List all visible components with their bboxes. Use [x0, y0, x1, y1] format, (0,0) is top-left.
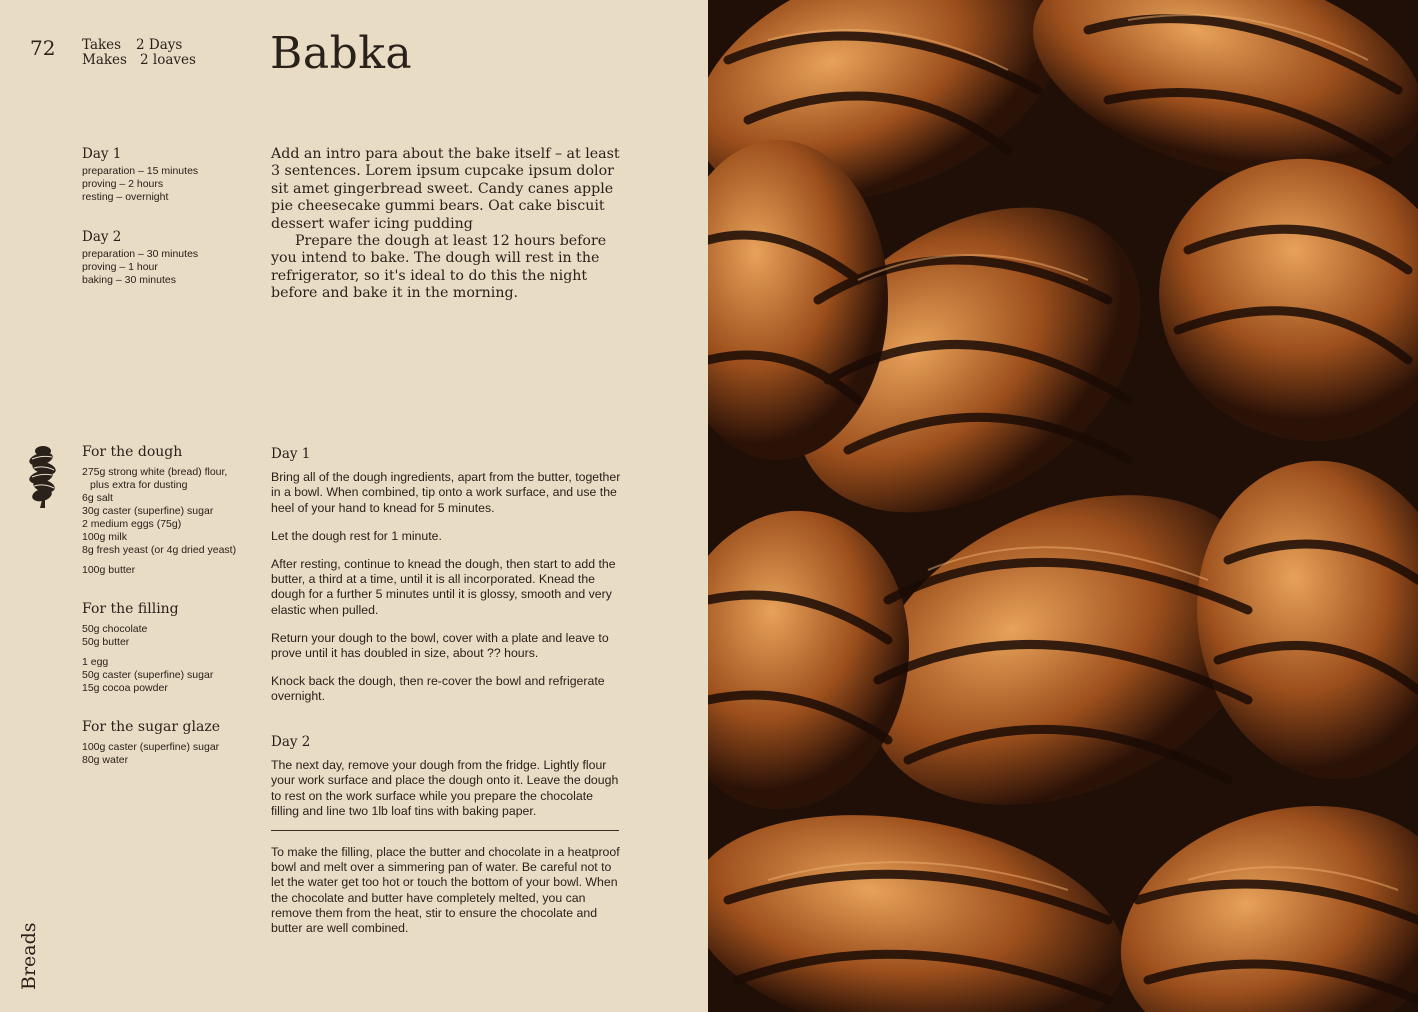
ingredients-glaze: [82, 721, 260, 767]
intro-text: [271, 146, 621, 303]
schedule-day-1: [82, 148, 257, 204]
ingredient-item: 80g water: [82, 754, 129, 766]
ingredient-heading: For the sugar glaze: [82, 719, 220, 735]
ingredient-item: 1 egg: [82, 656, 109, 668]
schedule-heading: Day 1: [82, 146, 122, 162]
method-day-1: [271, 447, 621, 718]
ingredients-dough: [82, 446, 260, 577]
method-day-2-cont: [271, 845, 621, 949]
method-step: Let the dough rest for 1 minute.: [271, 528, 442, 543]
takes-value: 2 Days: [136, 37, 183, 53]
ingredient-item: 100g butter: [82, 564, 136, 576]
ingredient-heading: For the dough: [82, 444, 183, 460]
method-step: Knock back the dough, then re-cover the bowl and refrigerate overnight.: [271, 674, 605, 704]
method-day-2: [271, 735, 621, 832]
ingredient-item: 30g caster (superfine) sugar: [82, 505, 214, 517]
takes-label: Takes: [82, 37, 122, 53]
ingredient-item: plus extra for dusting: [90, 479, 188, 491]
schedule-line: resting – overnight: [82, 191, 169, 203]
makes-label: Makes: [82, 52, 127, 68]
ingredient-item: 50g caster (superfine) sugar: [82, 669, 214, 681]
makes-value: 2 loaves: [140, 52, 196, 68]
method-step: Bring all of the dough ingredients, apart from the butter, together in a bowl. When combined, tip onto a work surface, and use the heel of your hand to knead for 5 minutes.: [271, 470, 621, 515]
ingredient-item: 50g chocolate: [82, 623, 148, 635]
left-page: [0, 0, 708, 1012]
recipe-title: Babka: [270, 28, 413, 79]
schedule-day-2: [82, 231, 257, 287]
method-heading: Day 1: [271, 446, 311, 462]
ingredient-item: 100g caster (superfine) sugar: [82, 741, 220, 753]
schedule-line: baking – 30 minutes: [82, 274, 176, 286]
schedule-line: preparation – 30 minutes: [82, 248, 199, 260]
section-label: Breads: [18, 922, 40, 990]
schedule-line: proving – 1 hour: [82, 261, 158, 273]
schedule-heading: Day 2: [82, 229, 122, 245]
method-step: After resting, continue to knead the dough, then start to add the butter, a third at a time, until it is all incorporated. Knead the dough for a further 5 minutes until it is glossy, smooth and very elastic when pulled.: [271, 557, 616, 617]
method-step: The next day, remove your dough from the fridge. Lightly flour your work surface and place the dough onto it. Leave the dough to rest on the work surface while you prepare the chocolate filling and line two 1lb loaf tins with baking paper.: [271, 758, 619, 818]
ingredient-item: 50g butter: [82, 636, 130, 648]
ingredient-item: 8g fresh yeast (or 4g dried yeast): [82, 544, 237, 556]
method-heading: Day 2: [271, 734, 311, 750]
ingredient-item: 15g cocoa powder: [82, 682, 168, 694]
page-number: 72: [30, 36, 56, 60]
schedule-line: preparation – 15 minutes: [82, 165, 199, 177]
ingredient-item: 6g salt: [82, 492, 113, 504]
babka-photo-illustration: [708, 0, 1418, 1012]
divider: [271, 830, 619, 831]
method-step: To make the filling, place the butter and chocolate in a heatproof bowl and melt over a simmering pan of water. Be careful not to let the water get too hot or touch the bottom of your bowl. When the chocolate and butter have completely melted, you can remove them from the heat, stir to ensure the chocolate and butter are well combined.: [271, 845, 620, 936]
ingredient-item: 100g milk: [82, 531, 127, 543]
method-step: Return your dough to the bowl, cover with a plate and leave to prove until it has doubled in size, about ?? hours.: [271, 630, 609, 661]
schedule-line: proving – 2 hours: [82, 178, 164, 190]
recipe-meta: [82, 38, 196, 68]
ingredient-heading: For the filling: [82, 601, 179, 617]
ingredients-filling: [82, 603, 260, 695]
intro-paragraph: Prepare the dough at least 12 hours before you intend to bake. The dough will rest in the refrigerator, so it's ideal to do this the night before and bake it in the morning.: [271, 233, 607, 302]
intro-paragraph: Add an intro para about the bake itself – at least 3 sentences. Lorem ipsum cupcake ipsum dolor sit amet gingerbread sweet. Candy canes apple pie cheesecake gummi bears. Oat cake biscuit dessert wafer icing pudding: [271, 146, 620, 232]
ingredient-item: 2 medium eggs (75g): [82, 518, 182, 530]
ingredient-item: 275g strong white (bread) flour,: [82, 466, 228, 478]
babka-photo: [708, 0, 1418, 1012]
babka-loaf-icon: [28, 445, 58, 509]
